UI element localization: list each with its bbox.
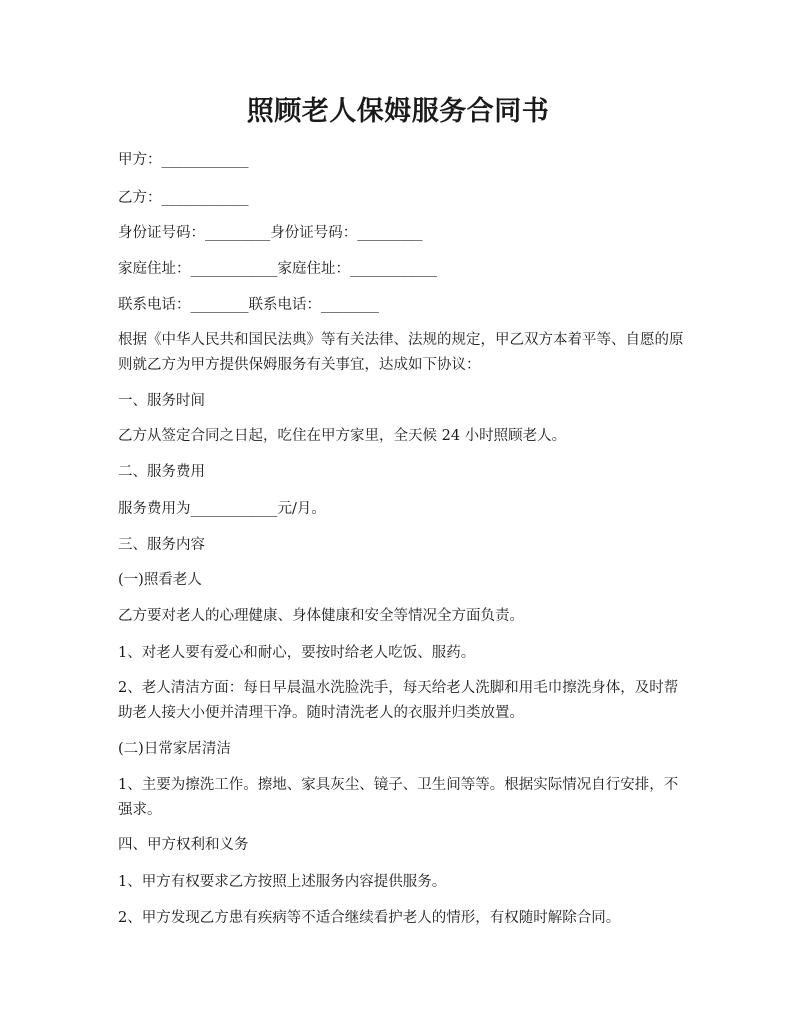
section-heading-service-time: 一、服务时间 [118, 393, 205, 409]
preamble-paragraph: 根据《中华人民共和国民法典》等有关法律、法规的规定，甲乙双方本着平等、自愿的原则就乙方为甲方提供保姆服务有关事宜，达成如下协议： [118, 332, 684, 373]
elder-care-item-1: 1、对老人要有爱心和耐心，要按时给老人吃饭、服药。 [118, 645, 476, 661]
document-title: 照顾老人保姆服务合同书 [246, 96, 550, 127]
elder-care-item-2: 2、老人清洁方面：每日早晨温水洗脸洗手，每天给老人洗脚和用毛巾擦洗身体，及时帮助老人接大小便并清理干净。随时清洗老人的衣服并归类放置。 [118, 680, 679, 721]
home-address-line: 家庭住址：____________家庭住址：____________ [118, 261, 437, 277]
section-heading-party-a-rights: 四、甲方权利和义务 [118, 837, 249, 853]
service-time-paragraph: 乙方从签定合同之日起，吃住在甲方家里，全天候 24 小时照顾老人。 [118, 428, 567, 444]
party-a-rights-item-2: 2、甲方发现乙方患有疾病等不适合继续看护老人的情形，有权随时解除合同。 [118, 910, 621, 926]
party-a-rights-item-1: 1、甲方有权要求乙方按照上述服务内容提供服务。 [118, 874, 447, 890]
id-number-line: 身份证号码：_________身份证号码：_________ [118, 225, 423, 241]
service-fee-paragraph: 服务费用为____________元/月。 [118, 501, 326, 517]
subsection-house-cleaning: (二)日常家居清洁 [118, 741, 231, 757]
party-b-line: 乙方：____________ [118, 190, 249, 206]
elder-care-paragraph: 乙方要对老人的心理健康、身体健康和安全等情况全方面负责。 [118, 608, 524, 624]
section-heading-service-content: 三、服务内容 [118, 537, 205, 553]
party-a-line: 甲方：____________ [118, 152, 249, 168]
phone-line: 联系电话：________联系电话：________ [118, 297, 379, 313]
section-heading-service-fee: 二、服务费用 [118, 464, 205, 480]
subsection-elder-care: (一)照看老人 [118, 572, 202, 588]
house-cleaning-item-1: 1、主要为擦洗工作。擦地、家具灰尘、镜子、卫生间等等。根据实际情况自行安排，不强求。 [118, 777, 679, 818]
